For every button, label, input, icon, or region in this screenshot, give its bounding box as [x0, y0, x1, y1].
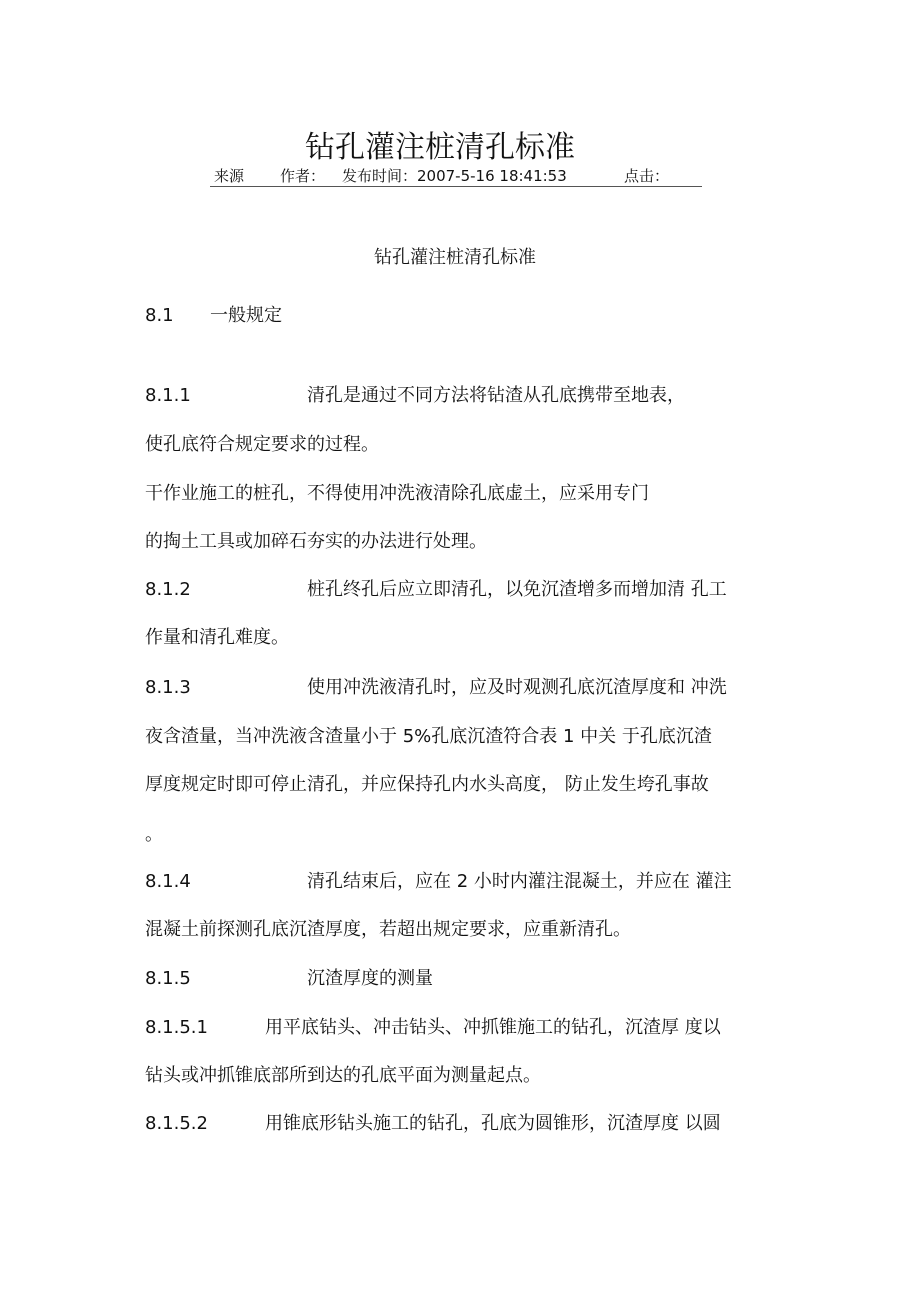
paragraph-line: 厚度规定时即可停止清孔，并应保持孔内水头高度， 防止发生垮孔事故 [145, 774, 709, 795]
paragraph-line: 用平底钻头、冲击钻头、冲抓锥施工的钻孔，沉渣厚 度以 [265, 1017, 721, 1038]
paragraph-line: 使用冲洗液清孔时，应及时观测孔底沉渣厚度和 冲洗 [307, 677, 727, 698]
paragraph-line: 清孔是通过不同方法将钻渣从孔底携带至地表， [307, 385, 685, 406]
section-number: 8.1.5.1 [145, 1017, 208, 1038]
publish-time: 发布时间：2007-5-16 18:41:53 [342, 167, 567, 185]
paragraph-line: 干作业施工的桩孔，不得使用冲洗液清除孔底虚土，应采用专门 [145, 483, 649, 504]
section-number: 8.1.1 [145, 385, 191, 406]
paragraph-line: 使孔底符合规定要求的过程。 [145, 434, 379, 455]
paragraph-line: 作量和清孔难度。 [145, 627, 289, 648]
paragraph-line: 用锥底形钻头施工的钻孔，孔底为圆锥形，沉渣厚度 以圆 [265, 1113, 721, 1134]
paragraph-line: 混凝土前探测孔底沉渣厚度，若超出规定要求，应重新清孔。 [145, 919, 631, 940]
paragraph-line: 桩孔终孔后应立即清孔，以免沉渣增多而增加清 孔工 [307, 579, 727, 600]
source-label: 来源 [214, 167, 245, 185]
paragraph-line: 夜含渣量，当冲洗液含渣量小于 5%孔底沉渣符合表 1 中关 于孔底沉渣 [145, 726, 712, 747]
section-number: 8.1.4 [145, 871, 191, 892]
section-number: 8.1.2 [145, 579, 191, 600]
paragraph-line: 清孔结束后，应在 2 小时内灌注混凝土，并应在 灌注 [307, 871, 732, 892]
section-number: 8.1 [145, 305, 174, 326]
section-number: 8.1.5 [145, 968, 191, 989]
page-title: 钻孔灌注桩清孔标准 [305, 130, 575, 164]
section-heading: 沉渣厚度的测量 [307, 968, 433, 989]
paragraph-line: 。 [145, 824, 163, 845]
section-number: 8.1.5.2 [145, 1113, 208, 1134]
paragraph-line: 的掏土工具或加碎石夯实的办法进行处理。 [145, 531, 487, 552]
author-label: 作者： [280, 167, 326, 185]
article-meta [210, 166, 702, 187]
paragraph-line: 钻头或冲抓锥底部所到达的孔底平面为测量起点。 [145, 1065, 541, 1086]
section-number: 8.1.3 [145, 677, 191, 698]
document-title: 钻孔灌注桩清孔标准 [374, 247, 536, 268]
section-heading: 一般规定 [210, 305, 282, 326]
clicks-label: 点击： [624, 167, 670, 185]
